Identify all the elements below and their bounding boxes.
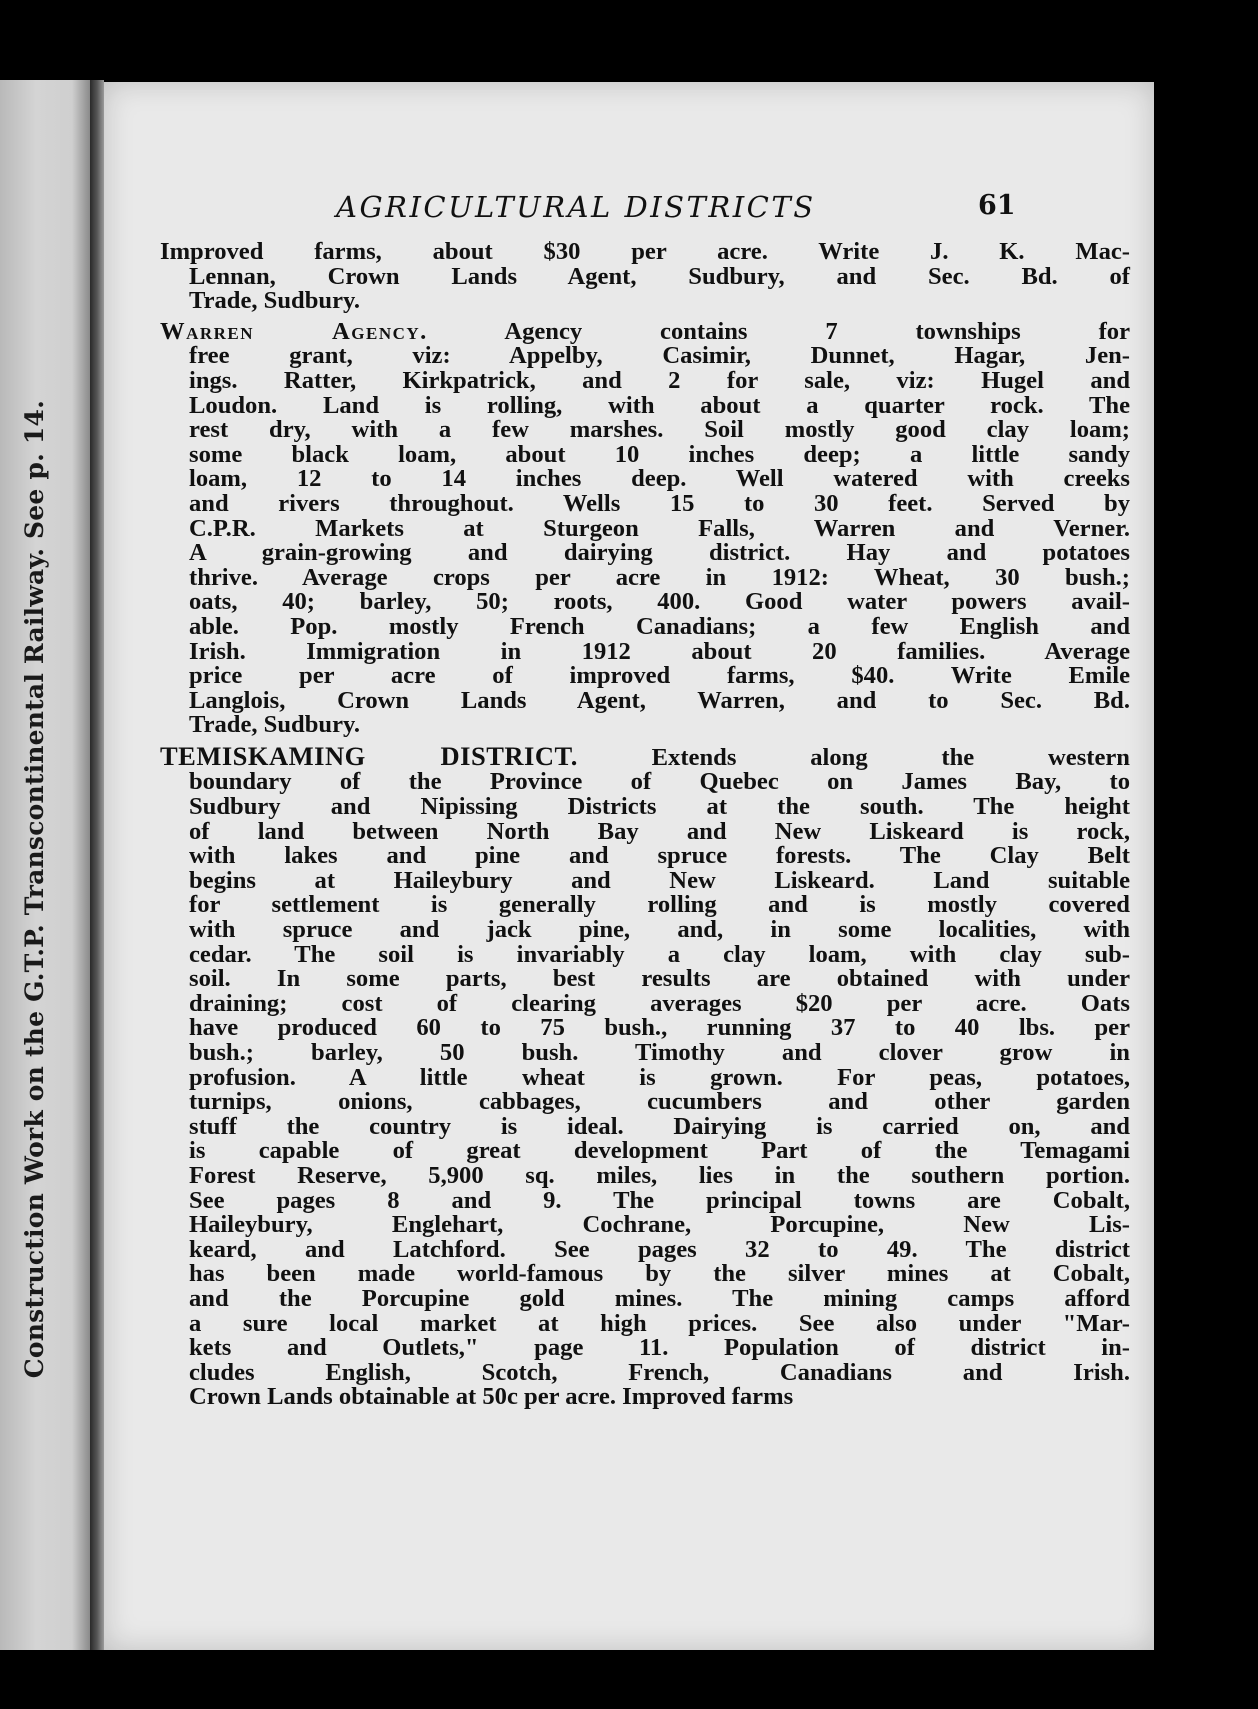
- previous-page-edge: [0, 80, 90, 1650]
- text-line: [160, 262, 1130, 290]
- line-text: C.P.R. Markets at Sturgeon Falls, Warren and Verner.: [189, 514, 1130, 542]
- line-text: Sudbury and Nipissing Districts at the south. The height: [189, 793, 1130, 821]
- line-text: cludes English, Scotch, French, Canadians and Irish.: [189, 1358, 1130, 1386]
- line-text: boundary of the Province of Quebec on James Bay, to: [189, 768, 1130, 796]
- line-text: of land between North Bay and New Liskeard is rock,: [189, 817, 1130, 845]
- text-line: [160, 1016, 1130, 1041]
- text-line: [160, 563, 1130, 591]
- line-text: Crown Lands obtainable at 50c per acre. Improved farms: [189, 1383, 794, 1411]
- line-text: Irish. Immigration in 1912 about 20 families. Average: [189, 637, 1130, 665]
- text-line: [160, 1161, 1130, 1189]
- line-text: and rivers throughout. Wells 15 to 30 feet. Served by: [189, 489, 1130, 517]
- text-line: [160, 344, 1130, 369]
- text-line: [160, 541, 1130, 566]
- line-text: Improved farms, about $30 per acre. Write J. K. Mac-: [160, 238, 1130, 265]
- text-line: [160, 795, 1130, 820]
- book-gutter: [90, 80, 104, 1650]
- line-text: Loudon. Land is rolling, with about a quarter rock. The: [189, 391, 1130, 419]
- page-header: [104, 190, 1154, 230]
- text-line: [160, 664, 1130, 689]
- text-line: [160, 514, 1130, 542]
- text-line: [160, 844, 1130, 869]
- line-text: loam, 12 to 14 inches deep. Well watered with creeks: [189, 465, 1130, 493]
- text-line: [160, 770, 1130, 795]
- text-line: [160, 1213, 1130, 1238]
- text-line: [160, 418, 1130, 443]
- text-line: [160, 1139, 1130, 1164]
- text-line: [160, 1090, 1130, 1115]
- text-line: [160, 289, 1130, 314]
- text-line: [160, 918, 1130, 943]
- line-text: for settlement is generally rolling and is mostly covered: [189, 891, 1130, 919]
- text-line: [160, 1284, 1130, 1312]
- text-line: [160, 1385, 1130, 1410]
- line-text: bush.; barley, 50 bush. Timothy and clover grow in: [189, 1039, 1130, 1066]
- text-line: [160, 1358, 1130, 1386]
- paragraph-sudbury-continuation: [160, 240, 1130, 314]
- line-text: oats, 40; barley, 50; roots, 400. Good water powers avail-: [189, 588, 1130, 616]
- line-text: price per acre of improved farms, $40. Write Emile: [189, 662, 1130, 690]
- line-text: ings. Ratter, Kirkpatrick, and 2 for sale, viz: Hugel and: [189, 366, 1130, 394]
- text-line: [160, 240, 1130, 265]
- line-text: cedar. The soil is invariably a clay loam, with clay sub-: [189, 940, 1130, 968]
- text-line: [160, 866, 1130, 894]
- paragraph-warren-agency: [160, 317, 1130, 739]
- text-line: [160, 1262, 1130, 1287]
- line-text: is capable of great development Part of the Temagami: [189, 1137, 1130, 1165]
- text-line: [160, 1235, 1130, 1263]
- text-line: [160, 467, 1130, 492]
- paragraph-temiskaming-district: [160, 740, 1130, 1411]
- line-text: rest dry, with a few marshes. Soil mostly good clay loam;: [189, 416, 1130, 444]
- line-text: some black loam, about 10 inches deep; a little sandy: [189, 440, 1130, 468]
- line-text: begins at Haileybury and New Liskeard. Land suitable: [189, 866, 1130, 894]
- text-line: [160, 893, 1130, 918]
- line-text: with lakes and pine and spruce forests. The Clay Belt: [189, 842, 1130, 870]
- text-line: [160, 590, 1130, 615]
- line-text: Lennan, Crown Lands Agent, Sudbury, and Sec. Bd. of: [189, 262, 1130, 290]
- text-line: [160, 391, 1130, 419]
- line-text: See pages 8 and 9. The principal towns are Cobalt,: [189, 1186, 1130, 1214]
- line-text: turnips, onions, cabbages, cucumbers and other garden: [189, 1088, 1130, 1116]
- text-line: [160, 1309, 1130, 1337]
- text-line: [160, 1336, 1130, 1361]
- text-line: [160, 637, 1130, 665]
- line-text: and the Porcupine gold mines. The mining camps afford: [189, 1284, 1130, 1312]
- line-text: a sure local market at high prices. See also under "Mar-: [189, 1309, 1130, 1337]
- line-text: able. Pop. mostly French Canadians; a few English and: [189, 612, 1130, 640]
- text-line: [160, 740, 1130, 771]
- line-text: Haileybury, Englehart, Cochrane, Porcupine, New Lis-: [189, 1211, 1130, 1239]
- line-text: with spruce and jack pine, and, in some localities, with: [189, 916, 1130, 944]
- line-text: thrive. Average crops per acre in 1912: Wheat, 30 bush.;: [189, 563, 1130, 591]
- line-text: draining; cost of clearing averages $20 per acre. Oats: [189, 989, 1130, 1017]
- line-text: Trade, Sudbury.: [189, 711, 361, 739]
- text-line: [160, 686, 1130, 714]
- line-text: has been made world-famous by the silver mines at Cobalt,: [189, 1260, 1130, 1288]
- line-text: A grain-growing and dairying district. Hay and potatoes: [189, 539, 1130, 567]
- page-body: [160, 240, 1130, 1416]
- text-line: [160, 1063, 1130, 1091]
- text-line: [160, 1186, 1130, 1214]
- line-text: keard, and Latchford. See pages 32 to 49. The district: [189, 1235, 1130, 1263]
- line-text: have produced 60 to 75 bush., running 37 to 40 lbs. per: [189, 1014, 1130, 1042]
- running-title: AGRICULTURAL DISTRICTS: [336, 190, 816, 224]
- line-text: free grant, viz: Appelby, Casimir, Dunnet, Hagar, Jen-: [189, 342, 1130, 370]
- entry-heading: TEMISKAMING DISTRICT.: [160, 740, 578, 771]
- text-line: [160, 817, 1130, 845]
- line-text: soil. In some parts, best results are obtained with under: [189, 965, 1130, 993]
- line-text: stuff the country is ideal. Dairying is carried on, and: [189, 1112, 1130, 1140]
- page-number: 61: [978, 190, 1016, 221]
- line-text: profusion. A little wheat is grown. For peas, potatoes,: [189, 1063, 1130, 1091]
- line-text: Forest Reserve, 5,900 sq. miles, lies in the southern portion.: [189, 1161, 1130, 1189]
- text-line: [160, 713, 1130, 738]
- line-text: Langlois, Crown Lands Agent, Warren, and to Sec. Bd.: [189, 686, 1130, 714]
- text-line: [160, 1041, 1130, 1066]
- text-line: [160, 489, 1130, 517]
- text-line: [160, 317, 1130, 345]
- text-line: [160, 366, 1130, 394]
- text-line: [160, 940, 1130, 968]
- line-text: Trade, Sudbury.: [189, 287, 361, 315]
- text-line: [160, 440, 1130, 468]
- entry-heading: Warren Agency.: [160, 317, 428, 345]
- text-line: [160, 967, 1130, 992]
- text-line: [160, 612, 1130, 640]
- side-caption: Construction Work on the G.T.P. Transcontinental Railway. See p. 14.: [20, 400, 49, 1379]
- line-text: kets and Outlets," page 11. Population of district in-: [189, 1334, 1130, 1362]
- book-page: [104, 82, 1154, 1650]
- line-text: Agency contains 7 townships for: [427, 317, 1130, 345]
- line-text: Extends along the western: [577, 743, 1130, 771]
- text-line: [160, 989, 1130, 1017]
- text-line: [160, 1112, 1130, 1140]
